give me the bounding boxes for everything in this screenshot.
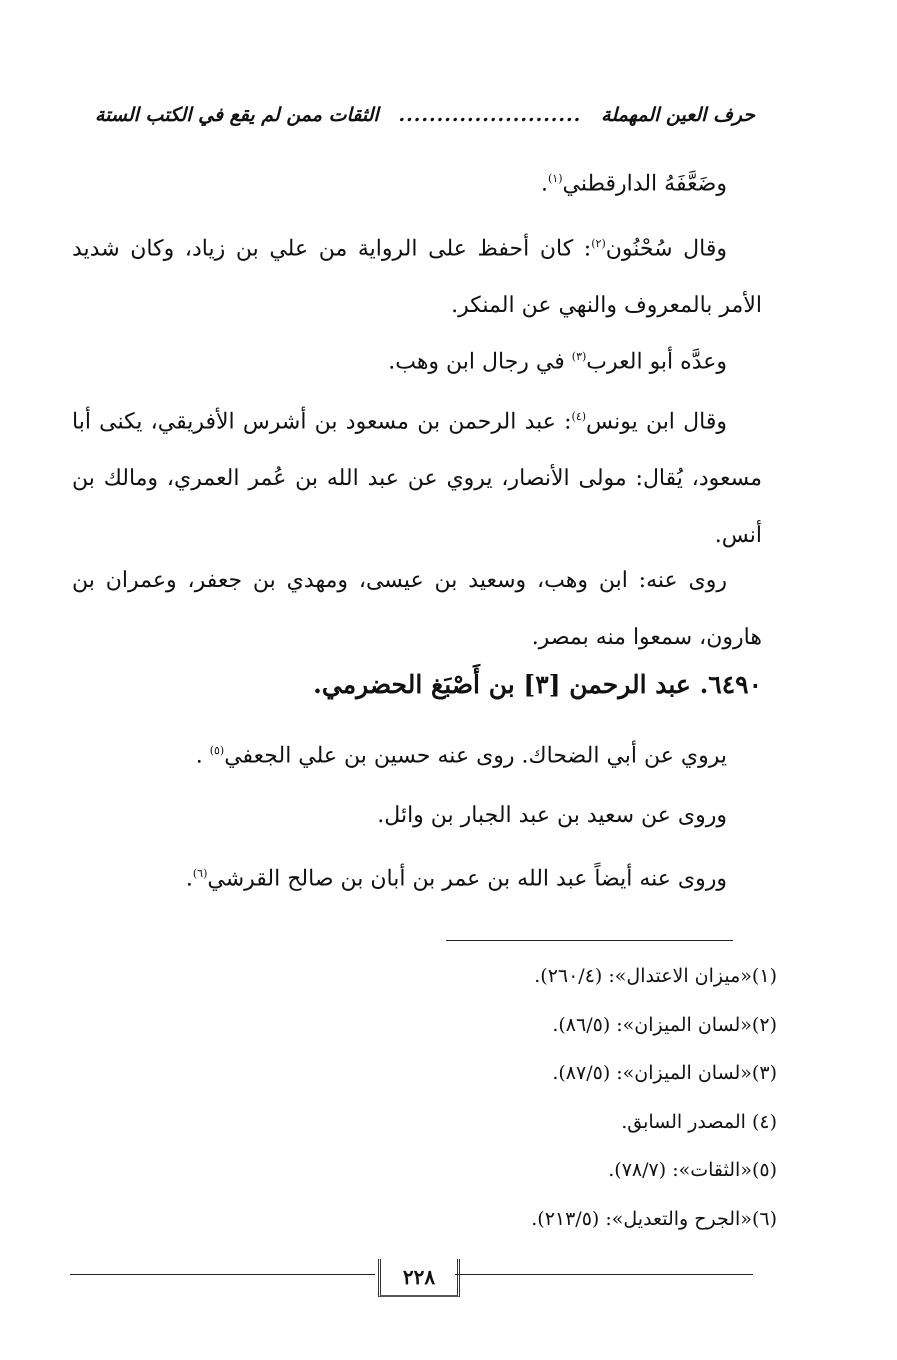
footnote-ref: (٤) xyxy=(571,410,587,423)
paragraph-ibn-yunus xyxy=(72,388,762,564)
header-dots: ........................ xyxy=(398,104,582,126)
entry-name-second: بن أَصْبَغ الحضرمي. xyxy=(313,670,515,699)
footer-rule-left xyxy=(70,1274,375,1275)
entry-name-first: عبد الرحمن xyxy=(569,670,691,699)
page-number: ٢٢٨ xyxy=(378,1259,460,1297)
paragraph-end: . xyxy=(195,743,210,769)
footer-rule-right xyxy=(455,1274,753,1275)
running-header xyxy=(95,98,755,132)
paragraph-daraqutni xyxy=(72,150,762,212)
paragraph-text: روى عنه: ابن وهب، وسعيد بن عيسى، ومهدي بن جعفر، وعمران بن هارون، سمعوا منه بمصر. xyxy=(72,568,762,650)
footnotes xyxy=(177,952,777,1243)
entry-code: [٣] xyxy=(523,670,561,699)
footnote-separator xyxy=(446,940,733,941)
paragraph-text: وقال ابن يونس xyxy=(586,409,727,435)
entry-number: ٦٤٩٠. xyxy=(699,670,762,699)
paragraph-end: : كان أحفظ على الرواية من علي بن زياد، وكان شديد الأمر بالمعروف والنهي عن المنكر. xyxy=(72,236,762,319)
paragraph-text: يروي عن أبي الضحاك. روى عنه حسين بن علي الجعفي xyxy=(224,743,727,769)
header-book-title: الثقات ممن لم يقع في الكتب الستة xyxy=(95,104,379,126)
entry-paragraph-1 xyxy=(72,722,762,784)
paragraph-text: وقال سُحْنُون xyxy=(605,236,727,262)
paragraph-sahnun xyxy=(72,215,762,334)
paragraph-narrators xyxy=(72,552,762,666)
footnote-ref: (٦) xyxy=(192,867,208,880)
footnote-3: (٣)«لسان الميزان»: (٨٧/٥). xyxy=(552,1062,777,1084)
paragraph-text: وروى عن سعيد بن عبد الجبار بن وائل. xyxy=(377,803,727,828)
footnote-5: (٥)«الثقات»: (٧٨/٧). xyxy=(608,1159,777,1181)
paragraph-end: : عبد الرحمن بن مسعود بن أشرس الأفريقي، يكنى أبا مسعود، يُقال: مولى الأنصار، يروي عن عبد الله بن عُمر العمري، ومالك بن أنس. xyxy=(72,409,762,549)
paragraph-text: وروى عنه أيضاً عبد الله بن عمر بن أبان بن صالح القرشي xyxy=(207,866,727,892)
footnote-ref: (٢) xyxy=(591,237,606,250)
footnote-ref: (١) xyxy=(548,172,563,185)
footnote-ref: (٥) xyxy=(209,744,225,757)
entry-heading xyxy=(162,660,762,710)
entry-paragraph-2 xyxy=(72,787,762,844)
entry-paragraph-3 xyxy=(72,845,762,907)
paragraph-text: وعدَّه أبو العرب xyxy=(586,349,727,375)
footnote-ref: (٣) xyxy=(571,350,587,363)
paragraph-end: . xyxy=(541,171,548,197)
footnote-1: (١)«ميزان الاعتدال»: (٢٦٠/٤). xyxy=(534,965,777,987)
paragraph-end: . xyxy=(185,866,193,892)
paragraph-abu-al-arab xyxy=(72,328,762,390)
footnote-2: (٢)«لسان الميزان»: (٨٦/٥). xyxy=(552,1013,777,1036)
paragraph-end: في رجال ابن وهب. xyxy=(388,349,572,375)
footnote-4: (٤) المصدر السابق. xyxy=(621,1110,777,1133)
header-chapter-title: حرف العين المهملة xyxy=(601,104,755,126)
paragraph-text: وضَعَّفَهُ الدارقطني xyxy=(562,171,727,197)
footnote-6: (٦)«الجرح والتعديل»: (٢١٣/٥). xyxy=(531,1207,777,1230)
